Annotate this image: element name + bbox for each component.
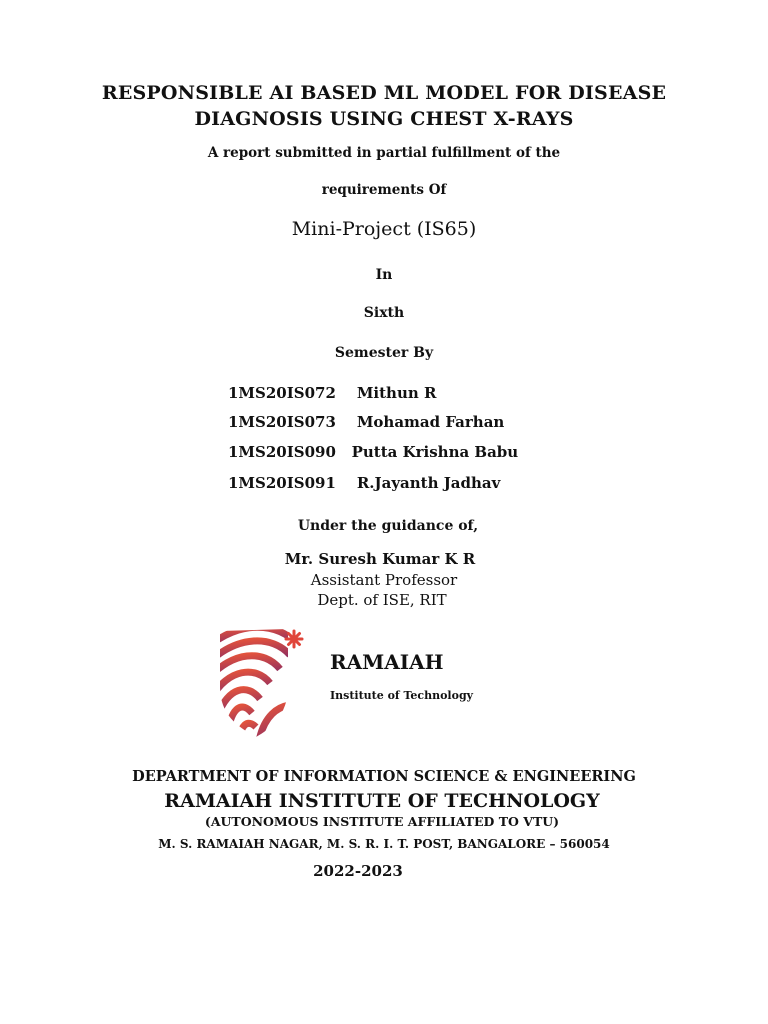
institute-address: M. S. RAMAIAH NAGAR, M. S. R. I. T. POST, BANGALORE – 560054 <box>158 837 610 851</box>
guide-name: Mr. Suresh Kumar K R <box>284 550 476 568</box>
department-name: DEPARTMENT OF INFORMATION SCIENCE & ENGINEERING <box>132 768 636 785</box>
logo-subtitle: Institute of Technology <box>330 689 474 702</box>
student-name: R.Jayanth Jadhav <box>356 474 501 492</box>
student-row <box>228 384 436 402</box>
title-line-2: DIAGNOSIS USING CHEST X-RAYS <box>194 108 574 130</box>
subtitle-line-2: requirements Of <box>321 182 447 198</box>
student-name: Putta Krishna Babu <box>351 443 519 461</box>
guide-department: Dept. of ISE, RIT <box>317 591 447 609</box>
ramaiah-logo-icon <box>218 627 306 739</box>
semester-number: Sixth <box>363 305 405 321</box>
student-row <box>228 443 518 461</box>
subtitle-line-1: A report submitted in partial fulfillment of the <box>207 145 561 161</box>
guide-designation: Assistant Professor <box>310 571 458 589</box>
report-title <box>0 80 768 132</box>
student-usn: 1MS20IS090 <box>228 443 336 461</box>
student-usn: 1MS20IS091 <box>228 474 336 492</box>
student-usn: 1MS20IS072 <box>228 384 336 402</box>
title-line-1: RESPONSIBLE AI BASED ML MODEL FOR DISEASE <box>101 82 667 104</box>
student-name: Mithun R <box>356 384 437 402</box>
guidance-heading: Under the guidance of, <box>297 518 479 534</box>
logo-brand-text: RAMAIAH <box>330 650 444 674</box>
academic-year: 2022-2023 <box>313 862 403 880</box>
student-row <box>228 413 504 431</box>
student-name: Mohamad Farhan <box>356 413 505 431</box>
project-name: Mini-Project (IS65) <box>291 218 477 240</box>
student-row <box>228 474 500 492</box>
institute-affiliation: (AUTONOMOUS INSTITUTE AFFILIATED TO VTU) <box>204 814 560 829</box>
institute-name: RAMAIAH INSTITUTE OF TECHNOLOGY <box>164 790 600 812</box>
semester-by: Semester By <box>334 345 434 361</box>
in-text: In <box>375 267 393 283</box>
student-usn: 1MS20IS073 <box>228 413 336 431</box>
